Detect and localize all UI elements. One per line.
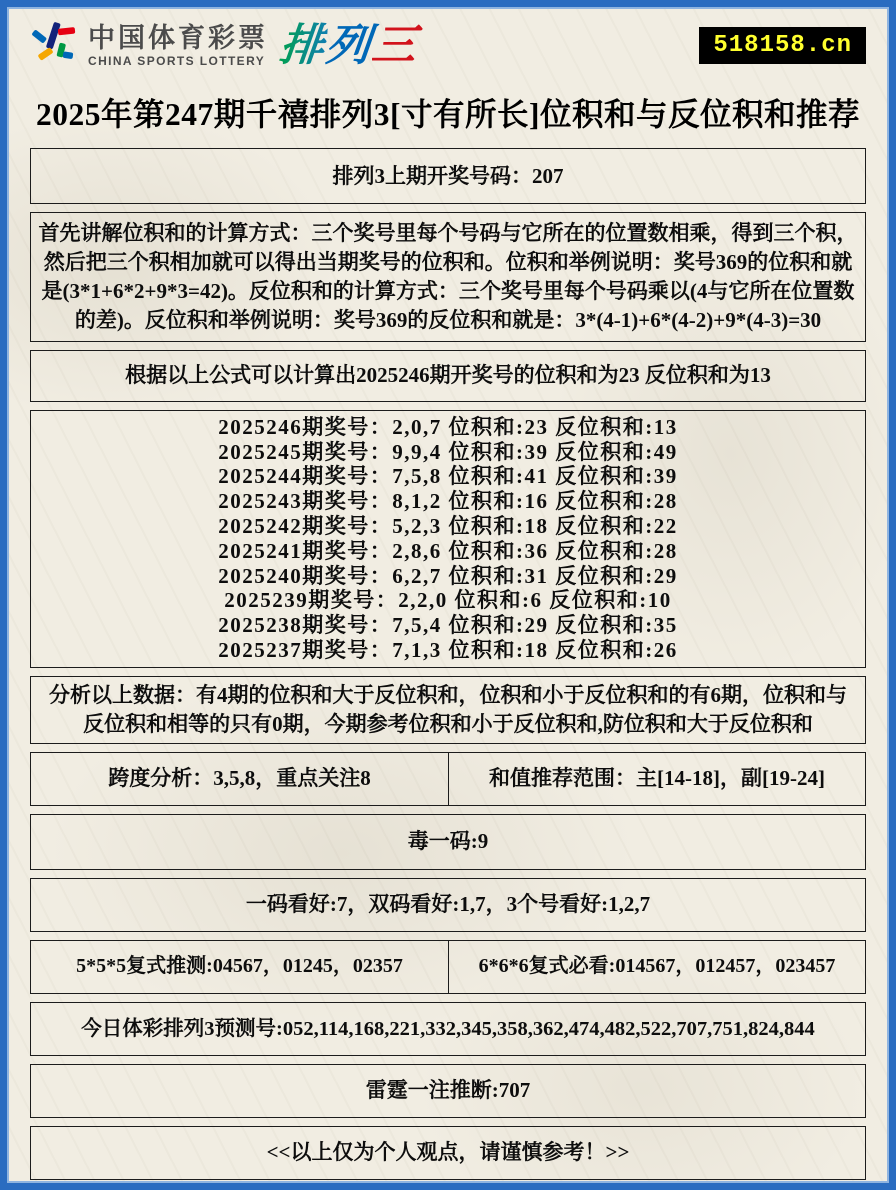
product-char-2: 列: [323, 21, 375, 70]
site-url-badge[interactable]: 518158.cn: [699, 27, 866, 64]
complex-555-cell: [31, 941, 448, 993]
thunder-pick-text: 雷霆一注推断:707: [365, 1078, 531, 1103]
brand-name-cn: 中国体育彩票: [88, 23, 268, 53]
poison-code-text: 毒一码:9: [407, 829, 489, 854]
sports-lottery-logo-icon: [30, 21, 80, 71]
picks-text: 一码看好:7，双码看好:1,7，3个号看好:1,2,7: [245, 892, 651, 917]
header: [30, 17, 866, 79]
span-sum-box: [30, 752, 866, 806]
complex-666-cell: [448, 941, 865, 993]
complex-555-text: 5*5*5复式推测:04567，01245，02357: [76, 954, 403, 977]
history-row: 2025240期奖号：6,2,7 位积和:31 反位积和:29: [218, 563, 678, 588]
analysis-text: 分析以上数据：有4期的位积和大于反位积和，位积和小于反位积和的有6期，位积和与反位积和相等的只有0期，今期参考位积和小于反位积和,防位积和大于反位积和: [49, 682, 847, 736]
history-list: [41, 415, 855, 663]
today-prediction-box: [30, 1002, 866, 1056]
product-char-1: 排: [277, 21, 329, 70]
last-draw-box: [30, 148, 866, 204]
complex-666-text: 6*6*6复式必看:014567，012457，023457: [478, 954, 836, 977]
picks-box: [30, 878, 866, 932]
brand-name-en: CHINA SPORTS LOTTERY: [88, 54, 266, 68]
history-box: [30, 410, 866, 668]
history-row: 2025244期奖号：7,5,8 位积和:41 反位积和:39: [218, 464, 678, 489]
history-row: 2025241期奖号：2,8,6 位积和:36 反位积和:28: [218, 538, 678, 563]
thunder-pick-box: [30, 1064, 866, 1118]
span-analysis-text: 跨度分析：3,5,8，重点关注8: [108, 766, 371, 791]
formula-result-text: 根据以上公式可以计算出2025246期开奖号的位积和为23 反位积和为13: [125, 363, 771, 388]
poison-code-box: [30, 814, 866, 870]
page-title: 2025年第247期千禧排列3[寸有所长]位积和与反位积和推荐: [36, 97, 860, 132]
disclaimer-box: [30, 1126, 866, 1180]
analysis-box: [30, 676, 866, 744]
span-analysis-cell: [31, 753, 448, 805]
method-explain-text: 首先讲解位积和的计算方式：三个奖号里每个号码与它所在的位置数相乘，得到三个积，然后把三个积相加就可以得出当期奖号的位积和。位积和举例说明：奖号369的位积和就是(3*1+6*2+9*3=42)。反位积和的计算方式：三个奖号里每个号码乘以(4与它所在位置数的差)。反位积和举例说明：奖号369的反位积和就是：3*(4-1)+6*(4-2)+9*(4-3)=30: [38, 221, 858, 332]
product-name: [277, 21, 420, 71]
sum-range-cell: [448, 753, 865, 805]
sum-range-text: 和值推荐范围：主[14-18]，副[19-24]: [489, 766, 825, 791]
history-row: 2025239期奖号：2,2,0 位积和:6 反位积和:10: [224, 588, 672, 613]
history-row: 2025246期奖号：2,0,7 位积和:23 反位积和:13: [218, 414, 678, 439]
history-row: 2025242期奖号：5,2,3 位积和:18 反位积和:22: [218, 514, 678, 539]
method-explain-box: [30, 212, 866, 342]
disclaimer-text: <<以上仅为个人观点，请谨慎参考！>>: [266, 1140, 630, 1165]
history-row: 2025237期奖号：7,1,3 位积和:18 反位积和:26: [218, 638, 678, 663]
history-row: 2025238期奖号：7,5,4 位积和:29 反位积和:35: [218, 613, 678, 638]
brand-logo: [30, 17, 421, 71]
history-row: 2025245期奖号：9,9,4 位积和:39 反位积和:49: [218, 439, 678, 464]
today-prediction-text: 今日体彩排列3预测号:052,114,168,221,332,345,358,362,474,482,522,707,751,824,844: [81, 1017, 815, 1040]
last-draw-text: 排列3上期开奖号码：207: [332, 163, 564, 188]
formula-result-box: [30, 350, 866, 402]
history-row: 2025243期奖号：8,1,2 位积和:16 反位积和:28: [218, 489, 678, 514]
product-char-3: 三: [369, 21, 421, 70]
brand-text: [88, 25, 268, 67]
complex-box: [30, 940, 866, 994]
